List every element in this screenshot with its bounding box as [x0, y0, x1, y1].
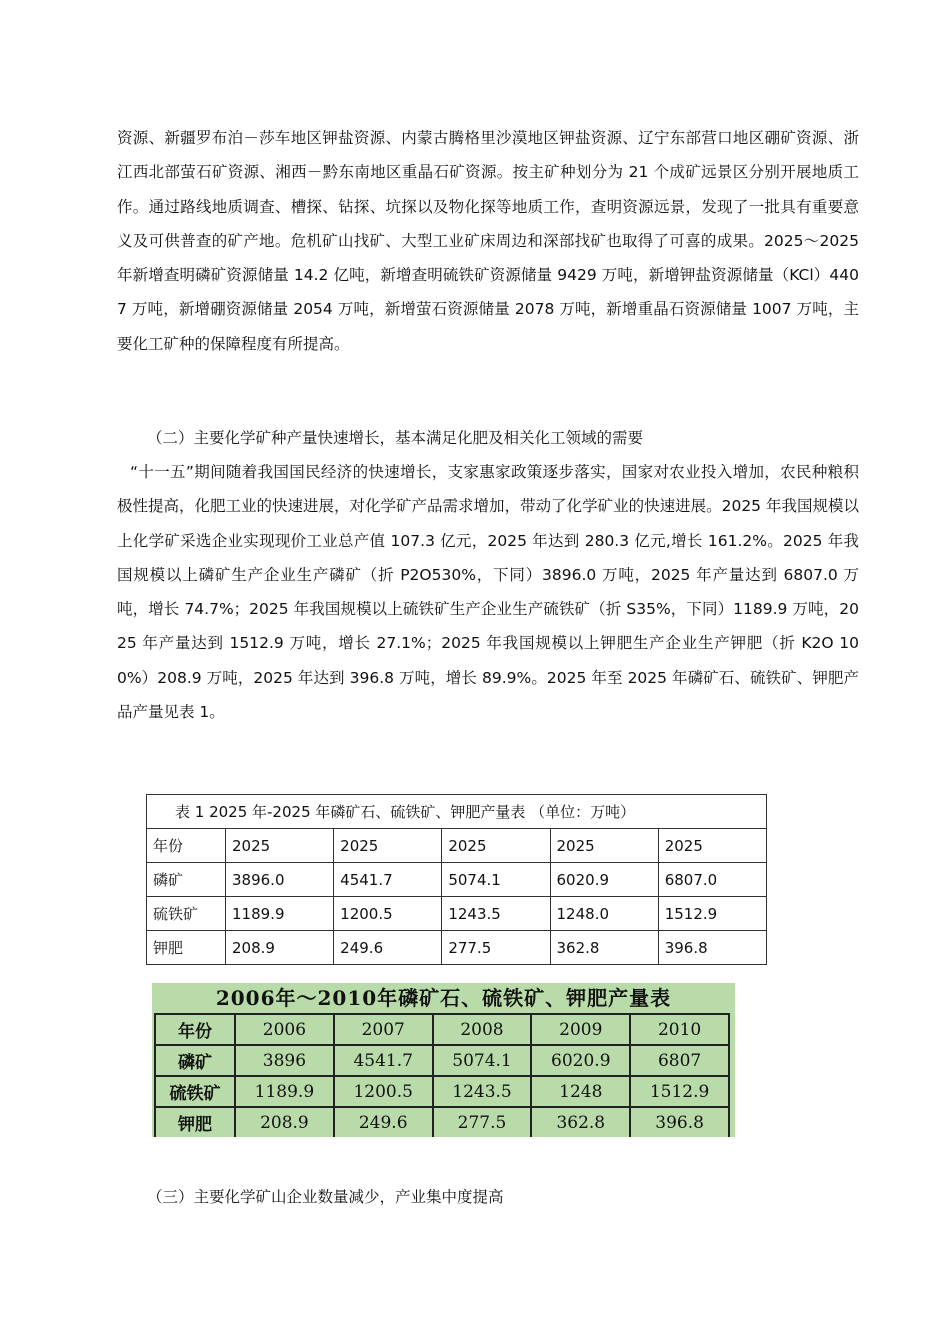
table-cell: 5074.1 [442, 863, 550, 897]
section-heading-2: （二）主要化学矿种产量快速增长，基本满足化肥及相关化工领域的需要 [147, 429, 644, 447]
image-table-cell: 6020.9 [531, 1045, 630, 1076]
image-table-cell: 5074.1 [433, 1045, 532, 1076]
table-cell: 277.5 [442, 931, 550, 965]
image-table-cell: 2010 [630, 1014, 729, 1045]
image-table-row [155, 1076, 729, 1107]
image-table-cell: 2008 [433, 1014, 532, 1045]
table-cell: 3896.0 [226, 863, 334, 897]
image-table-cell: 1248 [531, 1076, 630, 1107]
table-header-cell: 2025 [334, 829, 442, 863]
table-caption-row [147, 795, 767, 829]
image-table-cell: 2009 [531, 1014, 630, 1045]
table-cell: 磷矿 [147, 863, 226, 897]
table-cell: 208.9 [226, 931, 334, 965]
image-table-title: 2006年～2010年磷矿石、硫铁矿、钾肥产量表 [215, 986, 672, 1010]
image-table-cell: 277.5 [433, 1107, 532, 1137]
table-cell: 1512.9 [658, 897, 766, 931]
paragraph-mineral-resources: 资源、新疆罗布泊－莎车地区钾盐资源、内蒙古腾格里沙漠地区钾盐资源、辽宁东部营口地区硼矿资源、浙江西北部萤石矿资源、湘西－黔东南地区重晶石矿资源。按主矿种划分为 21 个成矿远景区分别开展地质工作。通过路线地质调查、槽探、钻探、坑探以及物化探等地质工作，查明资源远景，发现了一批具有重要意义及可供普查的矿产地。危机矿山找矿、大型工业矿床周边和深部找矿也取得了可喜的成果。2025～2025 年新增查明磷矿资源储量 14.2 亿吨，新增查明硫铁矿资源储量 9429 万吨，新增钾盐资源储量（KCl）4407 万吨，新增硼资源储量 2054 万吨，新增萤石资源储量 2078 万吨，新增重晶石资源储量 1007 万吨，主要化工矿种的保障程度有所提高。 [117, 129, 859, 353]
image-table-grid [154, 1013, 730, 1137]
table-cell: 396.8 [658, 931, 766, 965]
image-table-cell: 6807 [630, 1045, 729, 1076]
section-heading-3: （三）主要化学矿山企业数量减少，产业集中度提高 [147, 1188, 504, 1206]
image-table-cell: 1189.9 [235, 1076, 334, 1107]
table-cell: 1189.9 [226, 897, 334, 931]
table-header-cell: 2025 [550, 829, 658, 863]
image-table-cell: 1243.5 [433, 1076, 532, 1107]
table-header-cell: 2025 [658, 829, 766, 863]
table-header-cell: 2025 [442, 829, 550, 863]
embedded-table-image [152, 983, 735, 1137]
table-cell: 1248.0 [550, 897, 658, 931]
table-cell: 4541.7 [334, 863, 442, 897]
table-cell: 362.8 [550, 931, 658, 965]
table-header-cell: 2025 [226, 829, 334, 863]
image-table-cell: 3896 [235, 1045, 334, 1076]
table-cell: 钾肥 [147, 931, 226, 965]
table-row [147, 897, 767, 931]
image-table-cell: 1200.5 [334, 1076, 433, 1107]
image-table-cell: 磷矿 [155, 1045, 235, 1076]
image-table-cell: 硫铁矿 [155, 1076, 235, 1107]
image-table-cell: 2006 [235, 1014, 334, 1045]
image-table-cell: 2007 [334, 1014, 433, 1045]
paragraph-production-growth: “十一五”期间随着我国国民经济的快速增长，支家惠家政策逐步落实，国家对农业投入增加，农民种粮积极性提高，化肥工业的快速进展，对化学矿产品需求增加，带动了化学矿业的快速进展。2025 年我国规模以上化学矿采选企业实现现价工业总产值 107.3 亿元，2025 年达到 280.3 亿元,增长 161.2%。2025 年我国规模以上磷矿生产企业生产磷矿（折 P2O530%，下同）3896.0 万吨，2025 年产量达到 6807.0 万吨，增长 74.7%；2025 年我国规模以上硫铁矿生产企业生产硫铁矿（折 S35%，下同）1189.9 万吨，2025 年产量达到 1512.9 万吨，增长 27.1%；2025 年我国规模以上钾肥生产企业生产钾肥（折 K2O 100%）208.9 万吨，2025 年达到 396.8 万吨，增长 89.9%。2025 年至 2025 年磷矿石、硫铁矿、钾肥产品产量见表 1。 [117, 463, 859, 722]
production-table [146, 794, 767, 965]
image-table-row [155, 1045, 729, 1076]
table-row [147, 863, 767, 897]
table-caption: 表 1 2025 年-2025 年磷矿石、硫铁矿、钾肥产量表 （单位：万吨） [147, 795, 767, 829]
image-table-cell: 208.9 [235, 1107, 334, 1137]
table-cell: 1243.5 [442, 897, 550, 931]
table-cell: 249.6 [334, 931, 442, 965]
image-table-cell: 4541.7 [334, 1045, 433, 1076]
image-table-row [155, 1107, 729, 1137]
image-table-cell: 249.6 [334, 1107, 433, 1137]
image-table-cell: 362.8 [531, 1107, 630, 1137]
image-table-cell: 钾肥 [155, 1107, 235, 1137]
image-table-cell: 1512.9 [630, 1076, 729, 1107]
image-table-cell: 396.8 [630, 1107, 729, 1137]
table-row [147, 931, 767, 965]
table-header-cell: 年份 [147, 829, 226, 863]
image-table-cell: 年份 [155, 1014, 235, 1045]
table-cell: 1200.5 [334, 897, 442, 931]
image-table-header-row [155, 1014, 729, 1045]
table-cell: 6020.9 [550, 863, 658, 897]
table-cell: 6807.0 [658, 863, 766, 897]
table-header-row [147, 829, 767, 863]
table-cell: 硫铁矿 [147, 897, 226, 931]
